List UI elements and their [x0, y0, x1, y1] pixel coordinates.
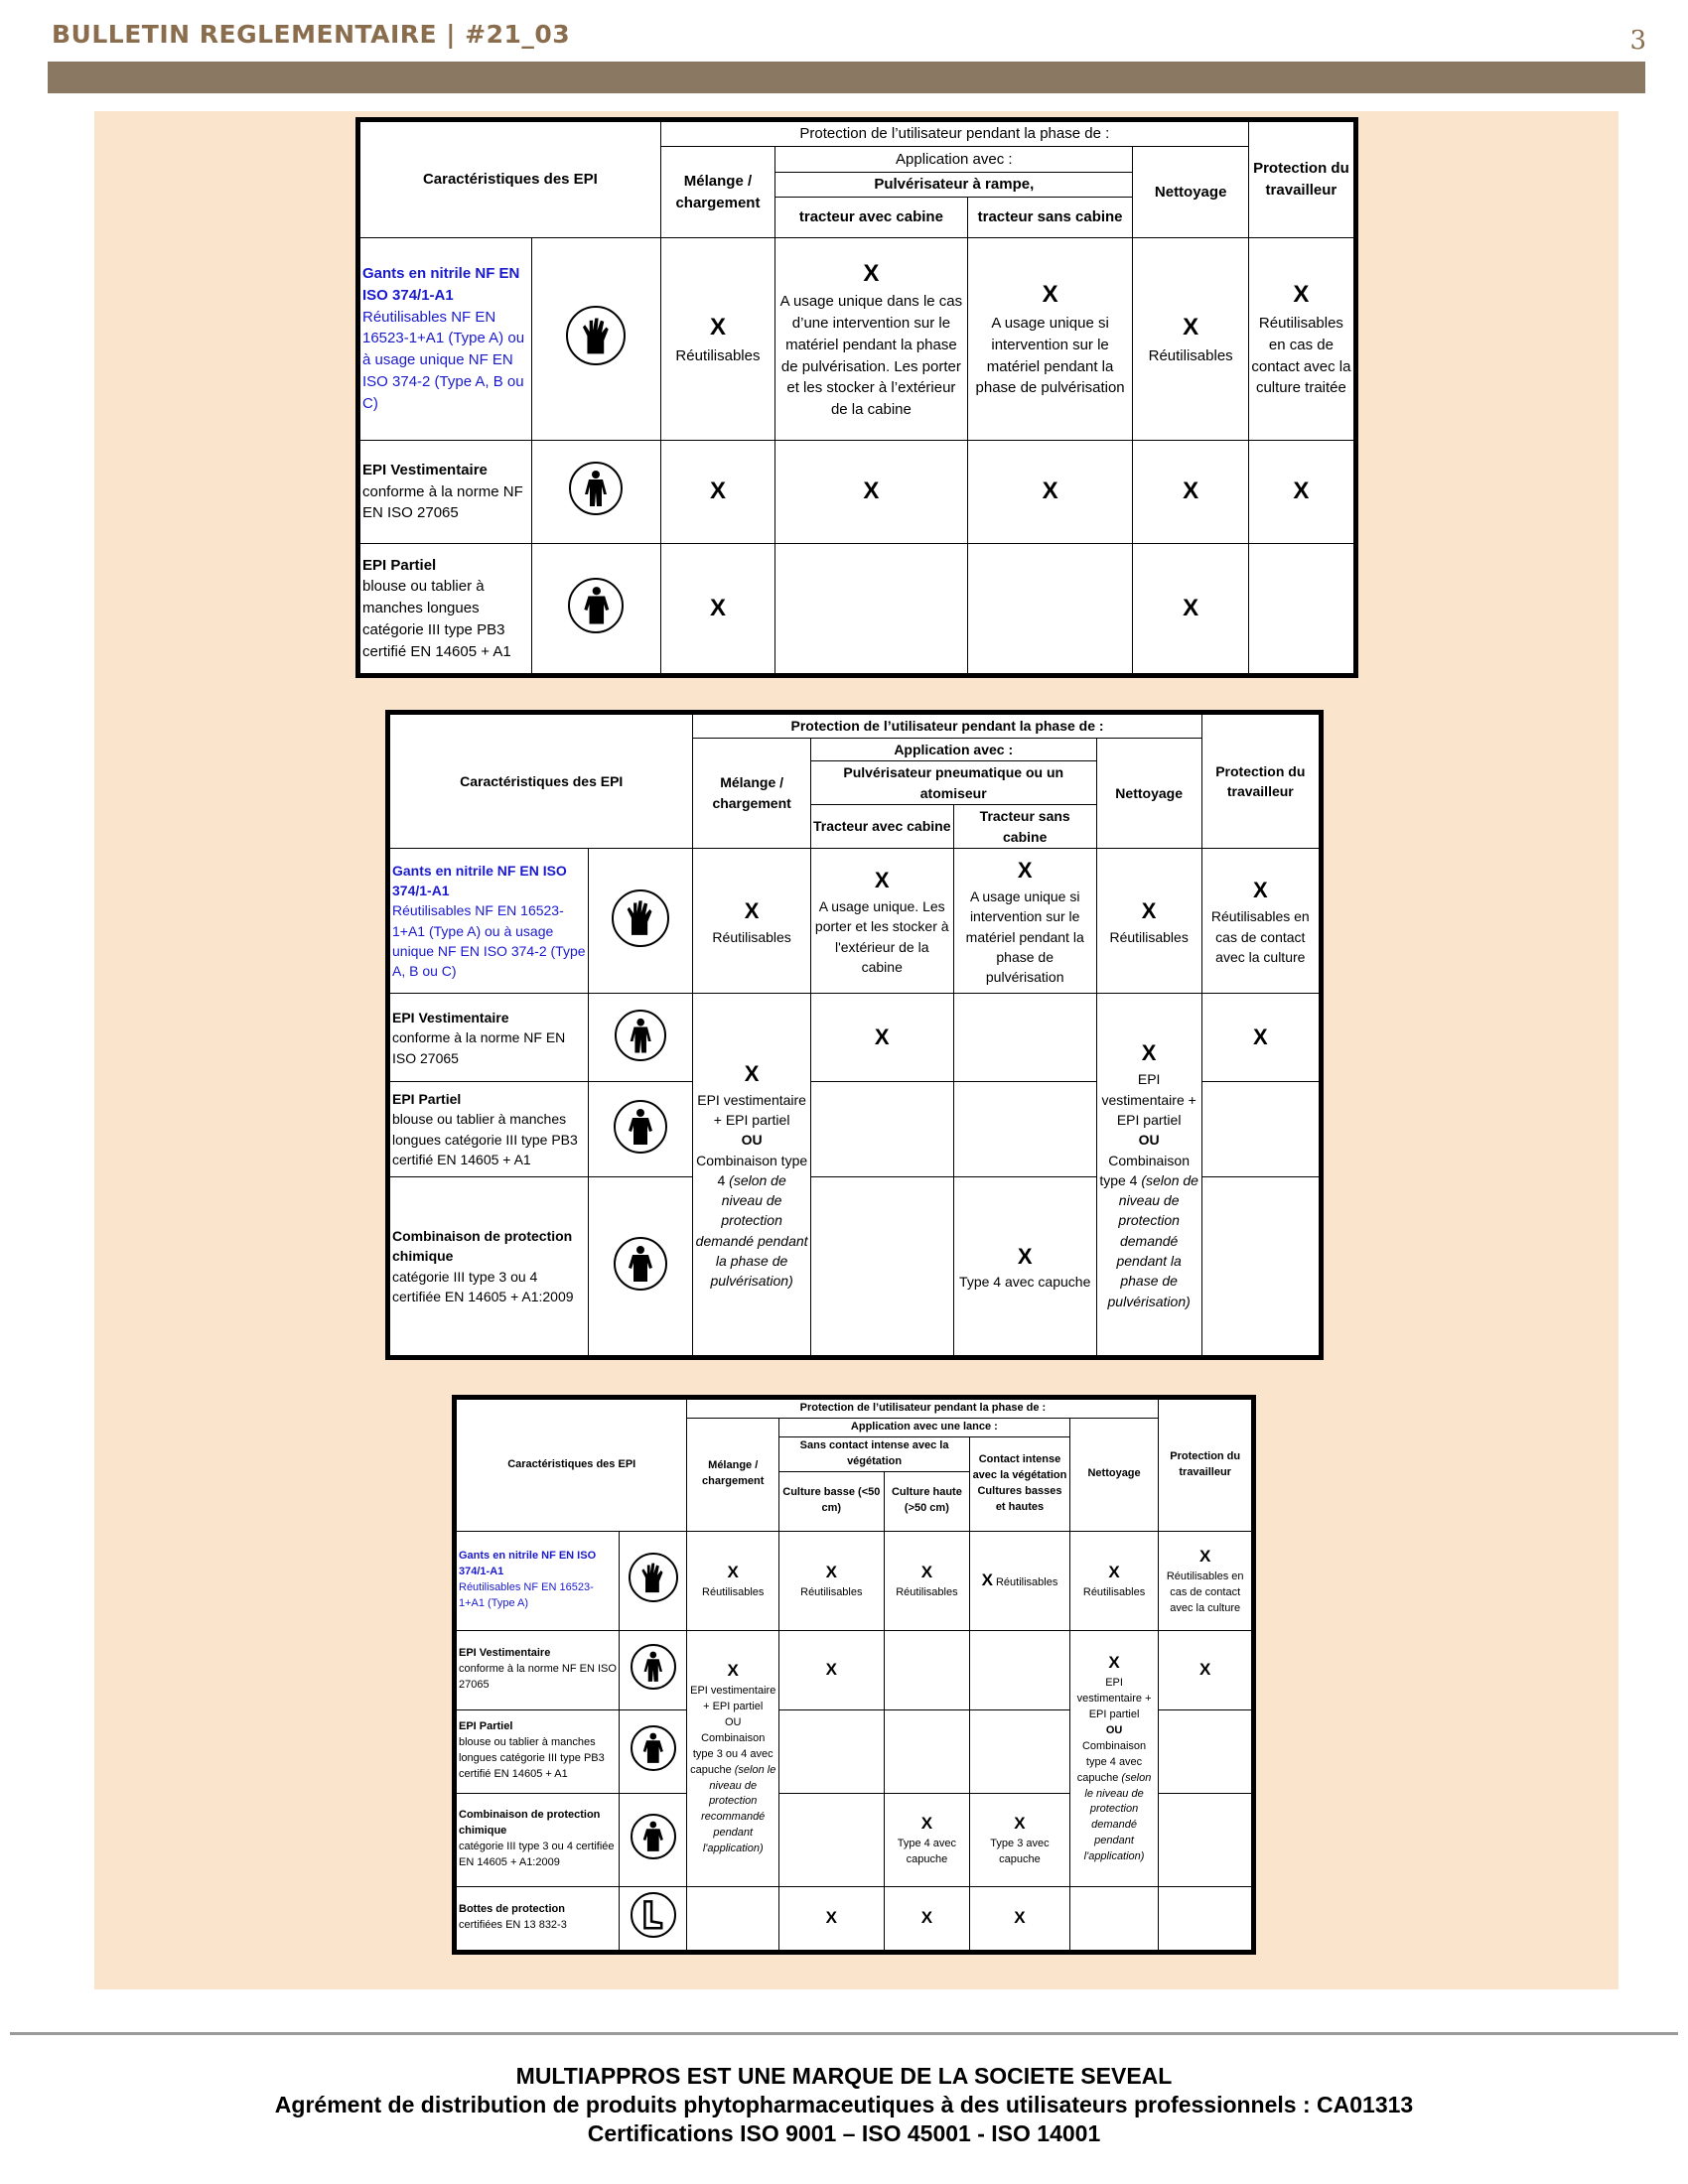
epi-table-pneumatique-card [385, 710, 1324, 1360]
cell-sub2: X A usage unique si intervention sur le matériel pendant la phase de pulvérisation [953, 849, 1096, 994]
page-number: 3 [1629, 26, 1646, 56]
row-title: EPI Partiel [392, 1091, 462, 1108]
coverall-icon [631, 1644, 676, 1690]
cell-melange: X Réutilisables [693, 849, 810, 994]
row-combinaison [455, 1793, 620, 1886]
footer-agrement: Agrément de distribution de produits phytopharmaceutiques à des utilisateurs professionnels : CA01313 [274, 2092, 1414, 2117]
cell-nettoyage-merged: X EPI vestimentaire + EPI partiel OU Combinaison type 4 avec capuche (selon le niveau de protection demandé pendant l'application) [1069, 1630, 1159, 1886]
cell-melange: X Réutilisables [687, 1531, 779, 1630]
col-header-culture-haute: Culture haute (>50 cm) [884, 1471, 970, 1531]
row-title: EPI Vestimentaire [459, 1647, 551, 1660]
cell-nettoyage: X Réutilisables [1096, 849, 1201, 994]
epi-table-rampe [355, 117, 1358, 678]
cell-contact-intense: X Type 3 avec capuche [970, 1793, 1070, 1886]
cell-protection [1159, 1793, 1254, 1886]
icon-cell [532, 544, 661, 676]
col-header-protection-travailleur: Protection du travailleur [1201, 713, 1321, 849]
row-detail: Réutilisables NF EN 16523-1+A1 (Type A) ou à usage unique NF EN ISO 374-2 (Type A, B ou C) [392, 902, 586, 980]
cell-sub1: X A usage unique dans le cas d’une intervention sur le matériel pendant la phase de pulvérisation. Les porter et les stocker à l’extérieur de la cabine [775, 237, 968, 440]
row-partiel [455, 1709, 620, 1793]
cell-melange: X [660, 544, 774, 676]
cell-nettoyage-merged: X EPI vestimentaire + EPI partiel OU Combinaison type 4 (selon de niveau de protection demandé pendant la phase de pulvérisation) [1096, 994, 1201, 1358]
icon-cell [532, 237, 661, 440]
col-header-characteristics: Caractéristiques des EPI [455, 1398, 687, 1532]
col-header-nettoyage: Nettoyage [1133, 147, 1248, 237]
header-bar [48, 62, 1645, 93]
col-header-culture-basse: Culture basse (<50 cm) [779, 1471, 885, 1531]
cell-contact-intense [970, 1630, 1070, 1709]
row-title: EPI Vestimentaire [362, 461, 488, 478]
cell-nettoyage [1069, 1886, 1159, 1952]
row-detail: conforme à la norme NF EN ISO 27065 [362, 482, 523, 522]
col-header-equipment: Pulvérisateur pneumatique ou un atomiseur [810, 761, 1096, 805]
row-gants [358, 237, 532, 440]
cell-sub2: X A usage unique si intervention sur le matériel pendant la phase de pulvérisation [967, 237, 1133, 440]
epi-table-lance-card [452, 1395, 1256, 1951]
icon-cell [620, 1531, 687, 1630]
cell-culture-basse [779, 1709, 885, 1793]
cell-sub1: X A usage unique. Les porter et les stocker à l'extérieur de la cabine [810, 849, 953, 994]
row-title: Combinaison de protection chimique [392, 1228, 573, 1265]
cell-protection [1159, 1709, 1254, 1793]
cell-culture-basse [779, 1793, 885, 1886]
cell-protection: X Réutilisables en cas de contact avec la culture [1201, 849, 1321, 994]
cell-protection: X Réutilisables en cas de contact avec la culture traitée [1248, 237, 1355, 440]
cell-culture-haute [884, 1630, 970, 1709]
icon-cell [588, 849, 693, 994]
row-detail: certifiées EN 13 832-3 [459, 1919, 567, 1932]
cell-protection [1159, 1886, 1254, 1952]
coverall-icon [615, 1010, 666, 1061]
cell-protection [1248, 544, 1355, 676]
icon-cell [588, 994, 693, 1082]
row-detail: blouse ou tablier à manches longues catégorie III type PB3 certifié EN 14605 + A1 [459, 1736, 605, 1781]
row-detail: blouse ou tablier à manches longues catégorie III type PB3 certifié EN 14605 + A1 [362, 578, 511, 660]
row-partiel [388, 1082, 589, 1177]
col-header-protection-travailleur: Protection du travailleur [1248, 120, 1355, 238]
row-title: Gants en nitrile NF EN ISO 374/1-A1 [392, 862, 567, 899]
gloves-icon [629, 1553, 678, 1602]
col-header-sub1: tracteur avec cabine [775, 197, 968, 237]
col-header-application: Application avec : [810, 738, 1096, 761]
cell-nettoyage: X Réutilisables [1069, 1531, 1159, 1630]
col-header-melange: Mélange / chargement [660, 147, 774, 237]
col-header-protection-phase: Protection de l’utilisateur pendant la phase de : [687, 1398, 1159, 1419]
cell-culture-basse: X Réutilisables [779, 1531, 885, 1630]
row-title: EPI Partiel [459, 1720, 513, 1733]
cell-protection: X Réutilisables en cas de contact avec la culture [1159, 1531, 1254, 1630]
cell-culture-basse: X [779, 1630, 885, 1709]
row-gants [388, 849, 589, 994]
col-header-sub2: Tracteur sans cabine [953, 805, 1096, 849]
icon-cell [620, 1709, 687, 1793]
epi-table-pneumatique [385, 710, 1324, 1360]
icon-cell [620, 1793, 687, 1886]
row-gants [455, 1531, 620, 1630]
row-partiel [358, 544, 532, 676]
boots-icon [631, 1892, 676, 1938]
cell-contact-intense: X [970, 1886, 1070, 1952]
col-header-application: Application avec : [775, 147, 1133, 172]
cell-sub1 [810, 1082, 953, 1177]
cell-sub2: X [967, 440, 1133, 543]
cell-nettoyage: X Réutilisables [1133, 237, 1248, 440]
apron-icon [568, 578, 624, 633]
col-header-protection-phase: Protection de l’utilisateur pendant la phase de : [693, 713, 1201, 739]
footer-brand: MULTIAPPROS EST UNE MARQUE DE LA SOCIETE SEVEAL [515, 2063, 1173, 2089]
cell-contact-intense: X Réutilisables [970, 1531, 1070, 1630]
icon-cell [620, 1886, 687, 1952]
cell-culture-haute [884, 1709, 970, 1793]
cell-protection [1201, 1082, 1321, 1177]
epi-table-lance [452, 1395, 1256, 1955]
row-combinaison [388, 1177, 589, 1358]
cell-culture-basse: X [779, 1886, 885, 1952]
row-bottes [455, 1886, 620, 1952]
col-header-equipment: Pulvérisateur à rampe, [775, 172, 1133, 197]
cell-culture-haute: X Type 4 avec capuche [884, 1793, 970, 1886]
row-detail: Réutilisables NF EN 16523-1+A1 (Type A) ou à usage unique NF EN ISO 374-2 (Type A, B ou C) [362, 308, 525, 412]
cell-melange-merged: X EPI vestimentaire + EPI partiel OU Combinaison type 3 ou 4 avec capuche (selon le niveau de protection recommandé pendant l'application) [687, 1630, 779, 1886]
col-header-contact-intense: Contact intense avec la végétation Cultures basses et hautes [970, 1436, 1070, 1531]
col-header-nettoyage: Nettoyage [1096, 738, 1201, 849]
cell-protection: X [1248, 440, 1355, 543]
row-detail: catégorie III type 3 ou 4 certifiée EN 14605 + A1:2009 [392, 1268, 574, 1304]
cell-melange-merged: X EPI vestimentaire + EPI partiel OU Combinaison type 4 (selon de niveau de protection demandé pendant la phase de pulvérisation) [693, 994, 810, 1358]
cell-sub2 [967, 544, 1133, 676]
row-detail: blouse ou tablier à manches longues catégorie III type PB3 certifié EN 14605 + A1 [392, 1111, 578, 1168]
row-vestimentaire [388, 994, 589, 1082]
cell-culture-haute: X Réutilisables [884, 1531, 970, 1630]
row-title: Gants en nitrile NF EN ISO 374/1-A1 [362, 265, 520, 304]
chemical-suit-icon [631, 1814, 676, 1859]
cell-sub2: X Type 4 avec capuche [953, 1177, 1096, 1358]
cell-nettoyage: X [1133, 440, 1248, 543]
cell-sub1: X [810, 994, 953, 1082]
cell-protection: X [1201, 994, 1321, 1082]
cell-sub1 [775, 544, 968, 676]
cell-sub1 [810, 1177, 953, 1358]
cell-melange [687, 1886, 779, 1952]
cell-protection: X [1159, 1630, 1254, 1709]
gloves-icon [612, 889, 669, 947]
cell-contact-intense [970, 1709, 1070, 1793]
epi-table-rampe-card [355, 117, 1358, 678]
row-detail: catégorie III type 3 ou 4 certifiée EN 14605 + A1:2009 [459, 1841, 615, 1869]
row-title: Gants en nitrile NF EN ISO 374/1-A1 [459, 1550, 597, 1578]
apron-icon [614, 1100, 667, 1154]
chemical-suit-icon [614, 1237, 667, 1291]
icon-cell [620, 1630, 687, 1709]
coverall-icon [569, 462, 623, 515]
row-detail: conforme à la norme NF EN ISO 27065 [459, 1663, 617, 1692]
col-header-application: Application avec une lance : [779, 1418, 1070, 1436]
cell-sub1: X [775, 440, 968, 543]
cell-melange: X [660, 440, 774, 543]
col-header-characteristics: Caractéristiques des EPI [358, 120, 661, 238]
row-title: Combinaison de protection chimique [459, 1809, 601, 1838]
icon-cell [532, 440, 661, 543]
col-header-sub2: tracteur sans cabine [967, 197, 1133, 237]
gloves-icon [566, 306, 626, 365]
col-header-sans-contact: Sans contact intense avec la végétation [779, 1436, 970, 1471]
row-detail: conforme à la norme NF EN ISO 27065 [392, 1029, 566, 1066]
col-header-protection-phase: Protection de l’utilisateur pendant la phase de : [660, 120, 1248, 147]
apron-icon [631, 1725, 676, 1771]
row-title: EPI Partiel [362, 556, 437, 574]
col-header-melange: Mélange / chargement [693, 738, 810, 849]
cell-sub2 [953, 994, 1096, 1082]
col-header-melange: Mélange / chargement [687, 1418, 779, 1531]
cell-culture-haute: X [884, 1886, 970, 1952]
col-header-characteristics: Caractéristiques des EPI [388, 713, 693, 849]
row-vestimentaire [358, 440, 532, 543]
col-header-protection-travailleur: Protection du travailleur [1159, 1398, 1254, 1532]
cell-sub2 [953, 1082, 1096, 1177]
icon-cell [588, 1177, 693, 1358]
footer-certifications: Certifications ISO 9001 – ISO 45001 - ISO 14001 [587, 2120, 1101, 2146]
cell-melange: X Réutilisables [660, 237, 774, 440]
cell-protection [1201, 1177, 1321, 1358]
row-detail: Réutilisables NF EN 16523-1+A1 (Type A) [459, 1581, 594, 1610]
icon-cell [588, 1082, 693, 1177]
page-header-title: BULLETIN REGLEMENTAIRE | #21_03 [52, 20, 571, 49]
cell-nettoyage: X [1133, 544, 1248, 676]
col-header-sub1: Tracteur avec cabine [810, 805, 953, 849]
col-header-nettoyage: Nettoyage [1069, 1418, 1159, 1531]
row-title: Bottes de protection [459, 1903, 565, 1916]
footer-divider [10, 2032, 1678, 2035]
row-title: EPI Vestimentaire [392, 1009, 509, 1025]
row-vestimentaire [455, 1630, 620, 1709]
